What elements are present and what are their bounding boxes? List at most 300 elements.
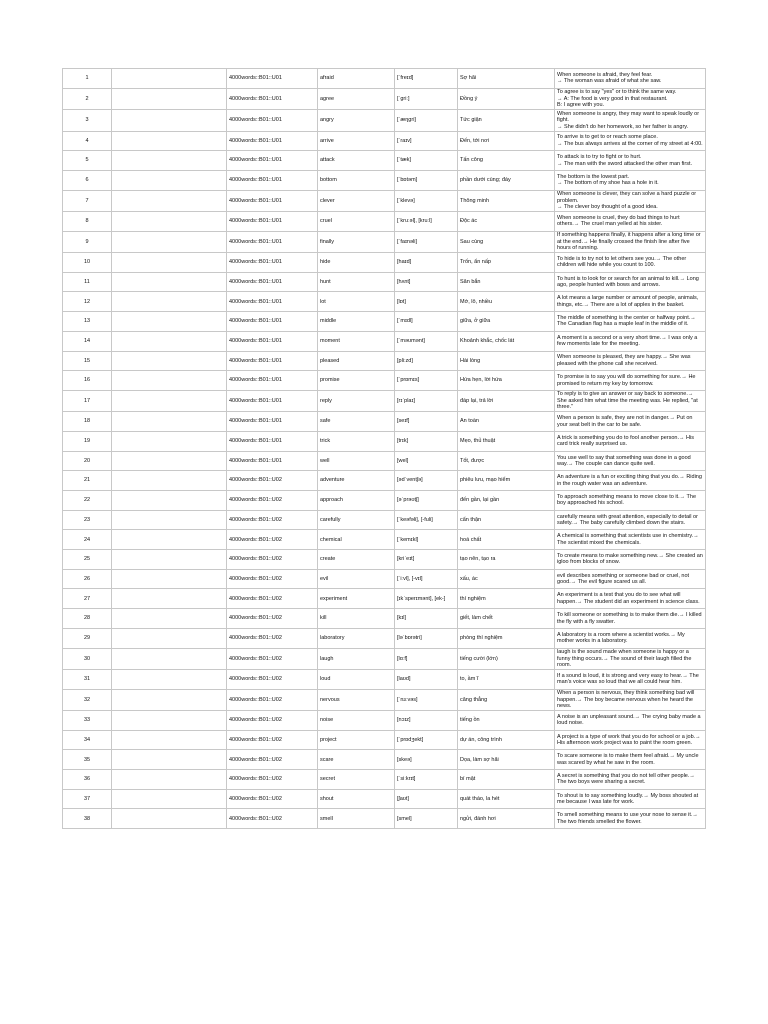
word-cell: scare [318, 750, 395, 770]
pronunciation-cell: [ˈsiːkrɪt] [395, 770, 458, 790]
row-number-cell: 21 [63, 471, 112, 491]
empty-cell [112, 69, 227, 89]
pronunciation-cell: [ˈmɪdl] [395, 312, 458, 332]
table-row [63, 170, 706, 190]
empty-cell [112, 371, 227, 391]
word-cell: secret [318, 770, 395, 790]
source-cell: 4000words::B01::U02 [227, 609, 318, 629]
definition-cell: carefully means with great attention, especially to detail or safety.→ The baby carefully climbed down the stairs. [555, 510, 706, 530]
table-row [63, 431, 706, 451]
definition-cell: When someone is pleased, they are happy.→ She was pleased with the phone call she received. [555, 351, 706, 371]
source-cell: 4000words::B01::U02 [227, 730, 318, 750]
vocabulary-table [62, 68, 706, 829]
source-cell: 4000words::B01::U01 [227, 190, 318, 211]
empty-cell [112, 211, 227, 231]
empty-cell [112, 789, 227, 809]
definition-cell: evil describes something or someone bad or cruel, not good.→ The evil figure scared us all. [555, 569, 706, 589]
row-number-cell: 18 [63, 412, 112, 432]
table-row [63, 589, 706, 609]
word-cell: create [318, 550, 395, 570]
empty-cell [112, 151, 227, 171]
meaning-cell: đến gần, lại gần [458, 491, 555, 511]
pronunciation-cell: [ˈkeəfəli], [-fuli] [395, 510, 458, 530]
definition-cell: To promise is to say you will do something for sure.→ He promised to return my key by tomorrow. [555, 371, 706, 391]
empty-cell [112, 253, 227, 273]
row-number-cell: 38 [63, 809, 112, 829]
pronunciation-cell: [haɪd] [395, 253, 458, 273]
pronunciation-cell: [ˈiːvl], [-vɪl] [395, 569, 458, 589]
pronunciation-cell: [trɪk] [395, 431, 458, 451]
row-number-cell: 24 [63, 530, 112, 550]
pronunciation-cell: [ˈməʊmənt] [395, 331, 458, 351]
source-cell: 4000words::B01::U02 [227, 809, 318, 829]
empty-cell [112, 431, 227, 451]
word-cell: noise [318, 711, 395, 731]
definition-cell: When someone is clever, they can solve a hard puzzle or problem. → The clever boy thought of a good idea. [555, 190, 706, 211]
row-number-cell: 15 [63, 351, 112, 371]
definition-cell: To arrive is to get to or reach some place. → The bus always arrives at the corner of my street at 4:00. [555, 131, 706, 151]
empty-cell [112, 550, 227, 570]
meaning-cell: An toàn [458, 412, 555, 432]
empty-cell [112, 569, 227, 589]
table-row [63, 211, 706, 231]
word-cell: finally [318, 231, 395, 252]
table-row [63, 390, 706, 411]
word-cell: afraid [318, 69, 395, 89]
table-row [63, 110, 706, 131]
word-cell: middle [318, 312, 395, 332]
pronunciation-cell: [lɒt] [395, 292, 458, 312]
table-row [63, 331, 706, 351]
row-number-cell: 14 [63, 331, 112, 351]
table-row [63, 609, 706, 629]
pronunciation-cell: [ˈprɒdʒekt] [395, 730, 458, 750]
definition-cell: To attack is to try to fight or to hurt. → The man with the sword attacked the other man first. [555, 151, 706, 171]
table-row [63, 131, 706, 151]
meaning-cell: giết, làm chết [458, 609, 555, 629]
empty-cell [112, 589, 227, 609]
empty-cell [112, 451, 227, 471]
source-cell: 4000words::B01::U02 [227, 711, 318, 731]
meaning-cell: đáp lại, trả lời [458, 390, 555, 411]
definition-cell: An experiment is a test that you do to see what will happen.→ The student did an experiment in science class. [555, 589, 706, 609]
pronunciation-cell: [ˈnɜːvəs] [395, 689, 458, 710]
definition-cell: An adventure is a fun or exciting thing that you do.→ Riding in the rough water was an adventure. [555, 471, 706, 491]
pronunciation-cell: [ləˈbɒrətri] [395, 628, 458, 648]
word-cell: carefully [318, 510, 395, 530]
table-row [63, 451, 706, 471]
word-cell: approach [318, 491, 395, 511]
row-number-cell: 29 [63, 628, 112, 648]
definition-cell: To smell something means to use your nose to sense it.→ The two friends smelled the flower. [555, 809, 706, 829]
row-number-cell: 8 [63, 211, 112, 231]
source-cell: 4000words::B01::U02 [227, 491, 318, 511]
source-cell: 4000words::B01::U01 [227, 170, 318, 190]
empty-cell [112, 711, 227, 731]
source-cell: 4000words::B01::U02 [227, 669, 318, 689]
row-number-cell: 1 [63, 69, 112, 89]
definition-cell: The bottom is the lowest part. → The bottom of my shoe has a hole in it. [555, 170, 706, 190]
row-number-cell: 20 [63, 451, 112, 471]
definition-cell: To approach something means to move close to it.→ The boy approached his school. [555, 491, 706, 511]
definition-cell: When a person is nervous, they think something bad will happen.→ The boy became nervous when he heard the news. [555, 689, 706, 710]
meaning-cell: Mớ, lô, nhiều [458, 292, 555, 312]
word-cell: arrive [318, 131, 395, 151]
meaning-cell: Săn bắn [458, 272, 555, 292]
source-cell: 4000words::B01::U02 [227, 648, 318, 669]
empty-cell [112, 170, 227, 190]
pronunciation-cell: [ʃaʊt] [395, 789, 458, 809]
definition-cell: If something happens finally, it happens after a long time or at the end.→ He finally crossed the finish line after five hours of running. [555, 231, 706, 252]
definition-cell: To shout is to say something loudly.→ My boss shouted at me because I was late for work. [555, 789, 706, 809]
table-row [63, 491, 706, 511]
pronunciation-cell: [ɪkˈsperɪmənt], [ek-] [395, 589, 458, 609]
table-row [63, 88, 706, 109]
definition-cell: To scare someone is to make them feel afraid.→ My uncle was scared by what he saw in the room. [555, 750, 706, 770]
source-cell: 4000words::B01::U02 [227, 750, 318, 770]
row-number-cell: 32 [63, 689, 112, 710]
word-cell: experiment [318, 589, 395, 609]
row-number-cell: 22 [63, 491, 112, 511]
meaning-cell: phiêu lưu, mạo hiểm [458, 471, 555, 491]
word-cell: hide [318, 253, 395, 273]
meaning-cell: Trốn, ẩn nấp [458, 253, 555, 273]
table-row [63, 272, 706, 292]
empty-cell [112, 190, 227, 211]
source-cell: 4000words::B01::U01 [227, 292, 318, 312]
meaning-cell: căng thẳng [458, 689, 555, 710]
source-cell: 4000words::B01::U02 [227, 471, 318, 491]
word-cell: loud [318, 669, 395, 689]
meaning-cell: thí nghiệm [458, 589, 555, 609]
row-number-cell: 2 [63, 88, 112, 109]
word-cell: trick [318, 431, 395, 451]
row-number-cell: 13 [63, 312, 112, 332]
empty-cell [112, 390, 227, 411]
meaning-cell: quát tháo, la hét [458, 789, 555, 809]
pronunciation-cell: [kɪl] [395, 609, 458, 629]
definition-cell: When someone is afraid, they feel fear. → The woman was afraid of what she saw. [555, 69, 706, 89]
pronunciation-cell: [seɪf] [395, 412, 458, 432]
row-number-cell: 9 [63, 231, 112, 252]
row-number-cell: 19 [63, 431, 112, 451]
row-number-cell: 10 [63, 253, 112, 273]
table-row [63, 312, 706, 332]
definition-cell: To kill someone or something is to make them die.→ I killed the fly with a fly swatter. [555, 609, 706, 629]
source-cell: 4000words::B01::U01 [227, 390, 318, 411]
source-cell: 4000words::B01::U01 [227, 412, 318, 432]
row-number-cell: 36 [63, 770, 112, 790]
pronunciation-cell: [skeə] [395, 750, 458, 770]
meaning-cell: Dọa, làm sợ hãi [458, 750, 555, 770]
definition-cell: The middle of something is the center or halfway point.→ The Canadian flag has a maple leaf in the middle of it. [555, 312, 706, 332]
empty-cell [112, 770, 227, 790]
definition-cell: If a sound is loud, it is strong and very easy to hear.→ The man's voice was so loud that we all could hear him. [555, 669, 706, 689]
source-cell: 4000words::B01::U01 [227, 331, 318, 351]
meaning-cell: tiếng cười (lớn) [458, 648, 555, 669]
source-cell: 4000words::B01::U01 [227, 451, 318, 471]
row-number-cell: 6 [63, 170, 112, 190]
word-cell: bottom [318, 170, 395, 190]
source-cell: 4000words::B01::U01 [227, 371, 318, 391]
source-cell: 4000words::B01::U01 [227, 151, 318, 171]
source-cell: 4000words::B01::U01 [227, 312, 318, 332]
word-cell: laugh [318, 648, 395, 669]
source-cell: 4000words::B01::U02 [227, 770, 318, 790]
row-number-cell: 26 [63, 569, 112, 589]
pronunciation-cell: [ˈfaɪnəli] [395, 231, 458, 252]
table-row [63, 231, 706, 252]
table-row [63, 510, 706, 530]
pronunciation-cell: [ˈraɪv] [395, 131, 458, 151]
word-cell: clever [318, 190, 395, 211]
word-cell: laboratory [318, 628, 395, 648]
empty-cell [112, 471, 227, 491]
pronunciation-cell: [wel] [395, 451, 458, 471]
pronunciation-cell: [kriˈeɪt] [395, 550, 458, 570]
table-row [63, 471, 706, 491]
row-number-cell: 4 [63, 131, 112, 151]
row-number-cell: 12 [63, 292, 112, 312]
word-cell: chemical [318, 530, 395, 550]
source-cell: 4000words::B01::U02 [227, 569, 318, 589]
definition-cell: A lot means a large number or amount of people, animals, things, etc.→ There are a lot of apples in the basket. [555, 292, 706, 312]
source-cell: 4000words::B01::U01 [227, 211, 318, 231]
row-number-cell: 3 [63, 110, 112, 131]
source-cell: 4000words::B01::U02 [227, 789, 318, 809]
word-cell: agree [318, 88, 395, 109]
empty-cell [112, 412, 227, 432]
vocabulary-table-body [63, 69, 706, 829]
row-number-cell: 37 [63, 789, 112, 809]
row-number-cell: 30 [63, 648, 112, 669]
pronunciation-cell: [rɪˈplaɪ] [395, 390, 458, 411]
meaning-cell: bí mật [458, 770, 555, 790]
pronunciation-cell: [pliːzd] [395, 351, 458, 371]
empty-cell [112, 491, 227, 511]
meaning-cell: to, ầm ĩ [458, 669, 555, 689]
pronunciation-cell: [ˈklevə] [395, 190, 458, 211]
empty-cell [112, 331, 227, 351]
meaning-cell: tiếng ồn [458, 711, 555, 731]
table-row [63, 530, 706, 550]
table-row [63, 770, 706, 790]
definition-cell: To create means to make something new.→ She created an igloo from blocks of snow. [555, 550, 706, 570]
source-cell: 4000words::B01::U01 [227, 351, 318, 371]
empty-cell [112, 110, 227, 131]
row-number-cell: 34 [63, 730, 112, 750]
definition-cell: A moment is a second or a very short time.→ I was only a few moments late for the meeting. [555, 331, 706, 351]
pronunciation-cell: [hʌnt] [395, 272, 458, 292]
source-cell: 4000words::B01::U01 [227, 431, 318, 451]
row-number-cell: 7 [63, 190, 112, 211]
row-number-cell: 16 [63, 371, 112, 391]
definition-cell: To hide is to try not to let others see you.→ The other children will hide while you count to 100. [555, 253, 706, 273]
definition-cell: A trick is something you do to fool another person.→ His card trick really surprised us. [555, 431, 706, 451]
meaning-cell: Hứa hẹn, lời hứa [458, 371, 555, 391]
pronunciation-cell: [nɔɪz] [395, 711, 458, 731]
definition-cell: A project is a type of work that you do for school or a job.→ His afternoon work project was to paint the room green. [555, 730, 706, 750]
empty-cell [112, 689, 227, 710]
word-cell: cruel [318, 211, 395, 231]
empty-cell [112, 750, 227, 770]
empty-cell [112, 809, 227, 829]
definition-cell: A laboratory is a room where a scientist works.→ My mother works in a laboratory. [555, 628, 706, 648]
pronunciation-cell: [əˈprəʊtʃ] [395, 491, 458, 511]
meaning-cell: Đồng ý [458, 88, 555, 109]
table-row [63, 750, 706, 770]
empty-cell [112, 312, 227, 332]
word-cell: angry [318, 110, 395, 131]
source-cell: 4000words::B01::U01 [227, 88, 318, 109]
source-cell: 4000words::B01::U01 [227, 253, 318, 273]
definition-cell: To reply is to give an answer or say back to someone.→ She asked him what time the meeting was. He replied, "at three." [555, 390, 706, 411]
pronunciation-cell: [ˈgriː] [395, 88, 458, 109]
meaning-cell: dự án, công trình [458, 730, 555, 750]
row-number-cell: 5 [63, 151, 112, 171]
meaning-cell: cẩn thận [458, 510, 555, 530]
empty-cell [112, 609, 227, 629]
word-cell: adventure [318, 471, 395, 491]
meaning-cell: xấu, ác [458, 569, 555, 589]
source-cell: 4000words::B01::U02 [227, 510, 318, 530]
empty-cell [112, 272, 227, 292]
meaning-cell: Sau cùng [458, 231, 555, 252]
definition-cell: A chemical is something that scientists use in chemistry.→ The scientist mixed the chemicals. [555, 530, 706, 550]
meaning-cell: Thông minh [458, 190, 555, 211]
table-row [63, 550, 706, 570]
definition-cell: To hunt is to look for or search for an animal to kill.→ Long ago, people hunted with bows and arrows. [555, 272, 706, 292]
table-row [63, 809, 706, 829]
source-cell: 4000words::B01::U02 [227, 550, 318, 570]
word-cell: safe [318, 412, 395, 432]
row-number-cell: 11 [63, 272, 112, 292]
row-number-cell: 17 [63, 390, 112, 411]
meaning-cell: phần dưới cùng; đáy [458, 170, 555, 190]
row-number-cell: 25 [63, 550, 112, 570]
word-cell: kill [318, 609, 395, 629]
word-cell: project [318, 730, 395, 750]
meaning-cell: Tốt, được [458, 451, 555, 471]
definition-cell: A secret is something that you do not tell other people.→ The two boys were sharing a secret. [555, 770, 706, 790]
definition-cell: When someone is cruel, they do bad things to hurt others.→ The cruel man yelled at his sister. [555, 211, 706, 231]
empty-cell [112, 131, 227, 151]
table-row [63, 351, 706, 371]
table-row [63, 371, 706, 391]
pronunciation-cell: [smel] [395, 809, 458, 829]
table-row [63, 789, 706, 809]
table-row [63, 190, 706, 211]
definition-cell: To agree is to say "yes" or to think the same way. → A: The food is very good in that restaurant. B: I agree with you. [555, 88, 706, 109]
meaning-cell: Hài lòng [458, 351, 555, 371]
source-cell: 4000words::B01::U01 [227, 69, 318, 89]
word-cell: nervous [318, 689, 395, 710]
meaning-cell: hoá chất [458, 530, 555, 550]
pronunciation-cell: [laʊd] [395, 669, 458, 689]
word-cell: well [318, 451, 395, 471]
table-row [63, 253, 706, 273]
word-cell: moment [318, 331, 395, 351]
word-cell: evil [318, 569, 395, 589]
table-row [63, 628, 706, 648]
word-cell: reply [318, 390, 395, 411]
word-cell: smell [318, 809, 395, 829]
empty-cell [112, 351, 227, 371]
table-row [63, 151, 706, 171]
source-cell: 4000words::B01::U01 [227, 131, 318, 151]
pronunciation-cell: [lɑːf] [395, 648, 458, 669]
empty-cell [112, 88, 227, 109]
definition-cell: laugh is the sound made when someone is happy or a funny thing occurs.→ The sound of their laugh filled the room. [555, 648, 706, 669]
word-cell: hunt [318, 272, 395, 292]
source-cell: 4000words::B01::U01 [227, 231, 318, 252]
row-number-cell: 35 [63, 750, 112, 770]
empty-cell [112, 730, 227, 750]
empty-cell [112, 669, 227, 689]
word-cell: pleased [318, 351, 395, 371]
table-row [63, 648, 706, 669]
pronunciation-cell: [ˈfreɪd] [395, 69, 458, 89]
meaning-cell: Khoảnh khắc, chốc lát [458, 331, 555, 351]
pronunciation-cell: [ˈæŋgri] [395, 110, 458, 131]
source-cell: 4000words::B01::U02 [227, 530, 318, 550]
meaning-cell: Tấn công [458, 151, 555, 171]
definition-cell: You use well to say that something was done in a good way.→ The couple can dance quite well. [555, 451, 706, 471]
table-row [63, 412, 706, 432]
row-number-cell: 28 [63, 609, 112, 629]
definition-cell: When someone is angry, they may want to speak loudly or fight. → She didn't do her homework, so her father is angry. [555, 110, 706, 131]
word-cell: lot [318, 292, 395, 312]
pronunciation-cell: [ˈtæk] [395, 151, 458, 171]
row-number-cell: 33 [63, 711, 112, 731]
meaning-cell: Sợ hãi [458, 69, 555, 89]
table-row [63, 689, 706, 710]
meaning-cell: Mẹo, thủ thuật [458, 431, 555, 451]
definition-cell: When a person is safe, they are not in danger.→ Put on your seat belt in the car to be safe. [555, 412, 706, 432]
source-cell: 4000words::B01::U02 [227, 628, 318, 648]
table-row [63, 569, 706, 589]
meaning-cell: phòng thí nghiệm [458, 628, 555, 648]
row-number-cell: 27 [63, 589, 112, 609]
table-row [63, 69, 706, 89]
meaning-cell: Tức giận [458, 110, 555, 131]
empty-cell [112, 530, 227, 550]
source-cell: 4000words::B01::U01 [227, 272, 318, 292]
source-cell: 4000words::B01::U02 [227, 589, 318, 609]
empty-cell [112, 648, 227, 669]
word-cell: promise [318, 371, 395, 391]
pronunciation-cell: [ˈprɒmɪs] [395, 371, 458, 391]
table-row [63, 730, 706, 750]
source-cell: 4000words::B01::U02 [227, 689, 318, 710]
empty-cell [112, 510, 227, 530]
table-row [63, 711, 706, 731]
pronunciation-cell: [ˈkemɪkl] [395, 530, 458, 550]
definition-cell: A noise is an unpleasant sound.→ The crying baby made a loud noise. [555, 711, 706, 731]
source-cell: 4000words::B01::U01 [227, 110, 318, 131]
meaning-cell: tạo nên, tạo ra [458, 550, 555, 570]
empty-cell [112, 292, 227, 312]
meaning-cell: giữa, ở giữa [458, 312, 555, 332]
meaning-cell: Độc ác [458, 211, 555, 231]
empty-cell [112, 628, 227, 648]
table-row [63, 669, 706, 689]
word-cell: attack [318, 151, 395, 171]
word-cell: shout [318, 789, 395, 809]
meaning-cell: ngửi, đánh hơi [458, 809, 555, 829]
pronunciation-cell: [ˈkruːəl], [kruːl] [395, 211, 458, 231]
meaning-cell: Đến, tới nơi [458, 131, 555, 151]
